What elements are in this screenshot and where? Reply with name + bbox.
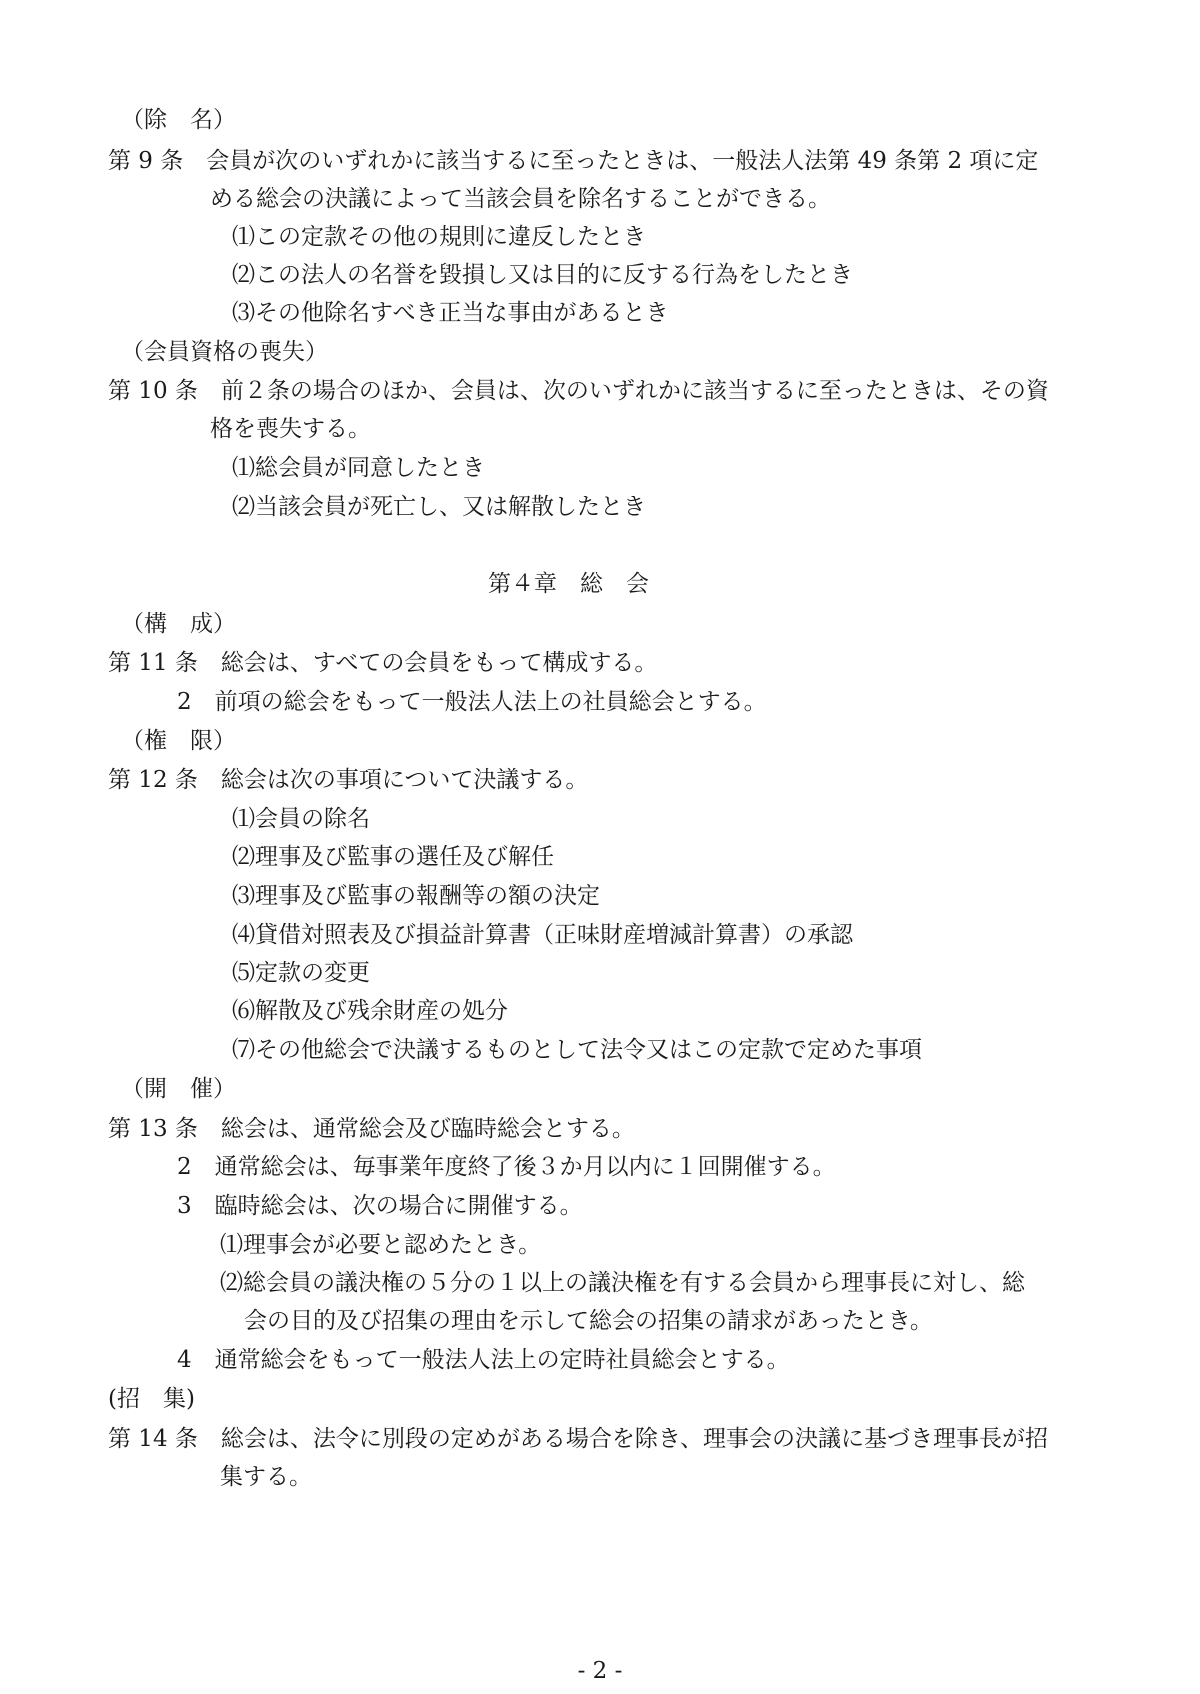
- article-13: 第 13 条 総会は、通常総会及び臨時総会とする。: [108, 1116, 635, 1142]
- article-9-item-2: ⑵この法人の名誉を毀損し又は目的に反する行為をしたとき: [232, 262, 853, 288]
- heading-composition: （構 成）: [121, 611, 236, 637]
- heading-meetings: （開 催）: [121, 1076, 236, 1102]
- article-11-para-2: 2 前項の総会をもって一般法人法上の社員総会とする。: [177, 689, 767, 715]
- article-12-item-3: ⑶理事及び監事の報酬等の額の決定: [232, 883, 600, 909]
- page-number: - 2 -: [577, 1658, 623, 1684]
- article-13-para-4: 4 通常総会をもって一般法人法上の定時社員総会とする。: [177, 1347, 790, 1373]
- heading-expulsion: （除 名）: [121, 107, 236, 133]
- article-10-cont: 格を喪失する。: [210, 416, 371, 442]
- heading-membership-loss: （会員資格の喪失）: [121, 339, 328, 365]
- article-13-item-2: ⑵総会員の議決権の５分の１以上の議決権を有する会員から理事長に対し、総: [220, 1270, 1025, 1296]
- article-12-item-1: ⑴会員の除名: [232, 806, 370, 832]
- article-10-item-1: ⑴総会員が同意したとき: [232, 455, 485, 481]
- article-13-para-3: 3 臨時総会は、次の場合に開催する。: [177, 1193, 583, 1219]
- article-9-item-1: ⑴この定款その他の規則に違反したとき: [232, 224, 646, 250]
- article-9-item-3: ⑶その他除名すべき正当な事由があるとき: [232, 300, 669, 326]
- article-12-item-6: ⑹解散及び残余財産の処分: [232, 998, 508, 1024]
- article-9: 第 9 条 会員が次のいずれかに該当するに至ったときは、一般法人法第 49 条第 2 項に定: [108, 148, 1039, 174]
- article-12: 第 12 条 総会は次の事項について決議する。: [108, 767, 589, 793]
- heading-authority: （権 限）: [121, 728, 236, 754]
- article-11: 第 11 条 総会は、すべての会員をもって構成する。: [108, 650, 658, 676]
- article-10-item-2: ⑵当該会員が死亡し、又は解散したとき: [232, 494, 646, 520]
- article-12-item-7: ⑺その他総会で決議するものとして法令又はこの定款で定めた事項: [232, 1037, 922, 1063]
- article-13-item-1: ⑴理事会が必要と認めたとき。: [220, 1232, 542, 1258]
- article-13-item-2-cont: 会の目的及び招集の理由を示して総会の招集の請求があったとき。: [244, 1308, 933, 1334]
- article-14-cont: 集する。: [220, 1464, 312, 1490]
- article-9-cont: める総会の決議によって当該会員を除名することができる。: [210, 186, 831, 212]
- article-12-item-4: ⑷貸借対照表及び損益計算書（正味財産増減計算書）の承認: [232, 922, 853, 948]
- heading-convocation: (招 集): [108, 1386, 195, 1412]
- article-13-para-2: 2 通常総会は、毎事業年度終了後３か月以内に１回開催する。: [177, 1154, 836, 1180]
- article-12-item-5: ⑸定款の変更: [232, 960, 370, 986]
- article-12-item-2: ⑵理事及び監事の選任及び解任: [232, 844, 554, 870]
- chapter-title: 第４章 総 会: [488, 571, 649, 597]
- article-10: 第 10 条 前２条の場合のほか、会員は、次のいずれかに該当するに至ったときは、その資: [108, 378, 1049, 404]
- article-14: 第 14 条 総会は、法令に別段の定めがある場合を除き、理事会の決議に基づき理事長が招: [108, 1426, 1048, 1452]
